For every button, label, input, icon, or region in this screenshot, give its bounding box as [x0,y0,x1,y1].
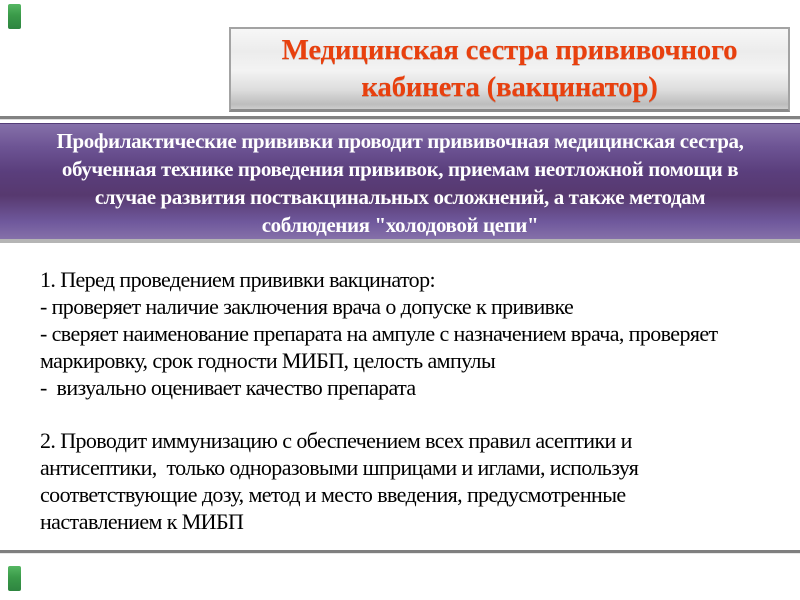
purple-banner [0,123,800,239]
slide-title-line-2: кабинета (вакцинатор) [361,71,658,103]
green-accent-top-icon [8,4,21,29]
divider-under-banner [0,239,800,243]
banner-line-2: обученная технике проведения прививок, приемам неотложной помощи в [61,157,739,181]
slide-title-box [229,27,790,112]
body-line: 2. Проводит иммунизацию с обеспечением всех правил асептики и [40,428,632,453]
body-line: маркировку, срок годности МИБП, целость ампулы [40,348,496,373]
body-line: - проверяет наличие заключения врача о допуске к прививке [40,294,574,319]
slide-title-line-1: Медицинская сестра прививочного [281,34,738,66]
body-line: антисептики, только одноразовыми шприцами и иглами, используя [40,455,639,480]
divider-bottom [0,550,800,554]
banner-line-1: Профилактические прививки проводит прививочная медицинская сестра, [56,129,744,153]
body-line: 1. Перед проведением прививки вакцинатор: [40,267,435,292]
body-line: - сверяет наименование препарата на ампуле с назначением врача, проверяет [40,321,718,346]
divider-under-title [0,116,800,120]
body-line: наставлением к МИБП [40,509,244,534]
banner-line-3: случае развития поствакцинальных осложнений, а также методам [94,185,706,209]
green-accent-bottom-icon [8,566,21,591]
body-line: - визуально оценивает качество препарата [40,375,416,400]
banner-line-4: соблюдения "холодовой цепи" [261,213,539,237]
body-paragraph-2 [40,427,790,535]
body-line: соответствующие дозу, метод и место введения, предусмотренные [40,482,626,507]
body-paragraph-1 [40,266,790,401]
